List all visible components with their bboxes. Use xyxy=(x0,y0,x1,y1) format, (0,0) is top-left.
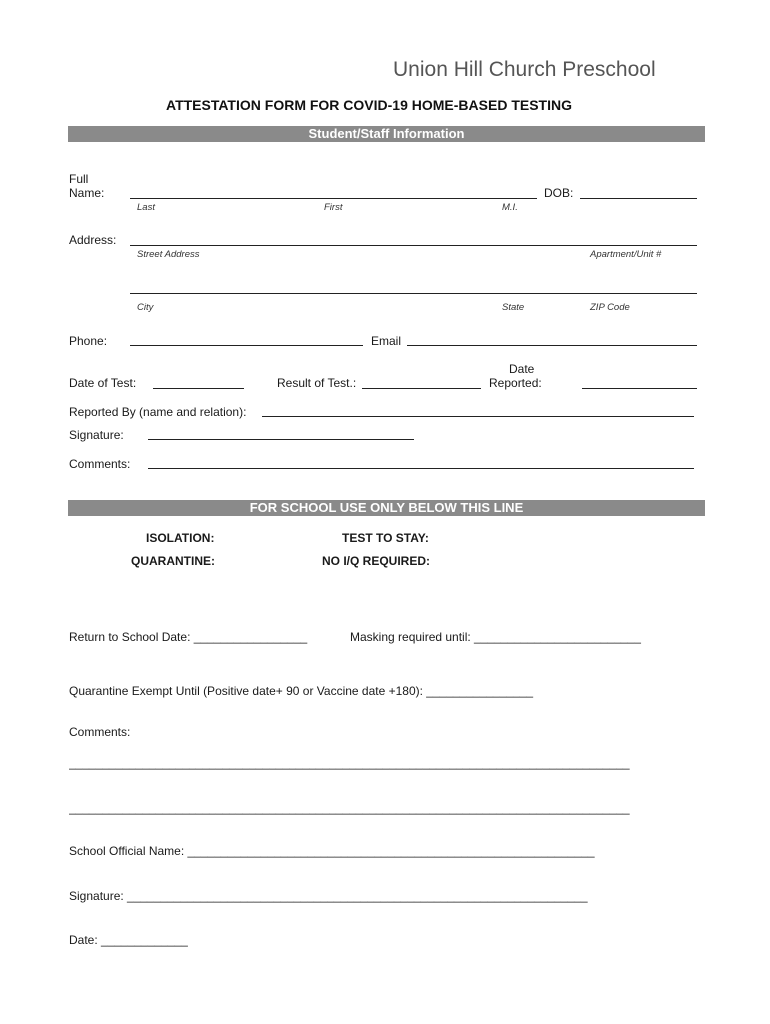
school-use-section-bar: FOR SCHOOL USE ONLY BELOW THIS LINE xyxy=(68,500,705,516)
city-state-zip-field[interactable] xyxy=(130,293,697,294)
dob-field[interactable] xyxy=(580,198,697,199)
signature-field[interactable] xyxy=(148,439,414,440)
date-reported-field[interactable] xyxy=(582,388,697,389)
quarantine-exempt-until[interactable]: Quarantine Exempt Until (Positive date+ 90 or Vaccine date +180): ________________ xyxy=(69,684,534,698)
test-to-stay-label: TEST TO STAY: xyxy=(342,531,429,545)
email-field[interactable] xyxy=(407,345,697,346)
reported-by-label: Reported By (name and relation): xyxy=(69,405,247,419)
no-iq-required-label: NO I/Q REQUIRED: xyxy=(322,554,431,568)
date-reported-label-2: Reported: xyxy=(489,376,542,390)
result-of-test-label: Result of Test.: xyxy=(277,376,357,390)
dob-label: DOB: xyxy=(544,186,574,200)
comments-field[interactable] xyxy=(148,468,694,469)
school-name: Union Hill Church Preschool xyxy=(393,58,656,81)
isolation-label: ISOLATION: xyxy=(146,531,215,545)
school-comment-line-2[interactable]: ____________________________________________________________________________________ xyxy=(69,801,630,815)
school-comments-label: Comments: xyxy=(69,725,131,739)
full-name-label: Full xyxy=(69,172,89,186)
form-title: ATTESTATION FORM FOR COVID-19 HOME-BASED TESTING xyxy=(166,97,572,113)
apartment-hint: Apartment/Unit # xyxy=(590,249,662,260)
quarantine-label: QUARANTINE: xyxy=(131,554,215,568)
phone-field[interactable] xyxy=(130,345,363,346)
middle-initial-hint: M.I. xyxy=(502,202,518,213)
school-comment-line-1[interactable]: ____________________________________________________________________________________ xyxy=(69,756,630,770)
phone-label: Phone: xyxy=(69,334,108,348)
zip-hint: ZIP Code xyxy=(590,302,630,313)
result-of-test-field[interactable] xyxy=(362,388,481,389)
full-name-field[interactable] xyxy=(130,198,537,199)
school-official-date[interactable]: Date: _____________ xyxy=(69,933,188,947)
masking-required-until[interactable]: Masking required until: _________________________ xyxy=(350,630,641,644)
school-official-signature[interactable]: Signature: _____________________________________________________________________ xyxy=(69,889,588,903)
last-name-hint: Last xyxy=(137,202,155,213)
first-name-hint: First xyxy=(324,202,343,213)
city-hint: City xyxy=(137,302,154,313)
address-label: Address: xyxy=(69,233,117,247)
student-staff-section-bar: Student/Staff Information xyxy=(68,126,705,142)
school-official-name[interactable]: School Official Name: _____________________________________________________________ xyxy=(69,844,595,858)
street-address-hint: Street Address xyxy=(137,249,200,260)
state-hint: State xyxy=(502,302,525,313)
date-of-test-field[interactable] xyxy=(153,388,244,389)
full-name-label-2: Name: xyxy=(69,186,105,200)
email-label: Email xyxy=(371,334,402,348)
signature-label: Signature: xyxy=(69,428,124,442)
date-reported-label: Date xyxy=(509,362,535,376)
return-to-school-date[interactable]: Return to School Date: _________________ xyxy=(69,630,308,644)
date-of-test-label: Date of Test: xyxy=(69,376,137,390)
street-address-field[interactable] xyxy=(130,245,697,246)
reported-by-field[interactable] xyxy=(262,416,694,417)
comments-label: Comments: xyxy=(69,457,131,471)
